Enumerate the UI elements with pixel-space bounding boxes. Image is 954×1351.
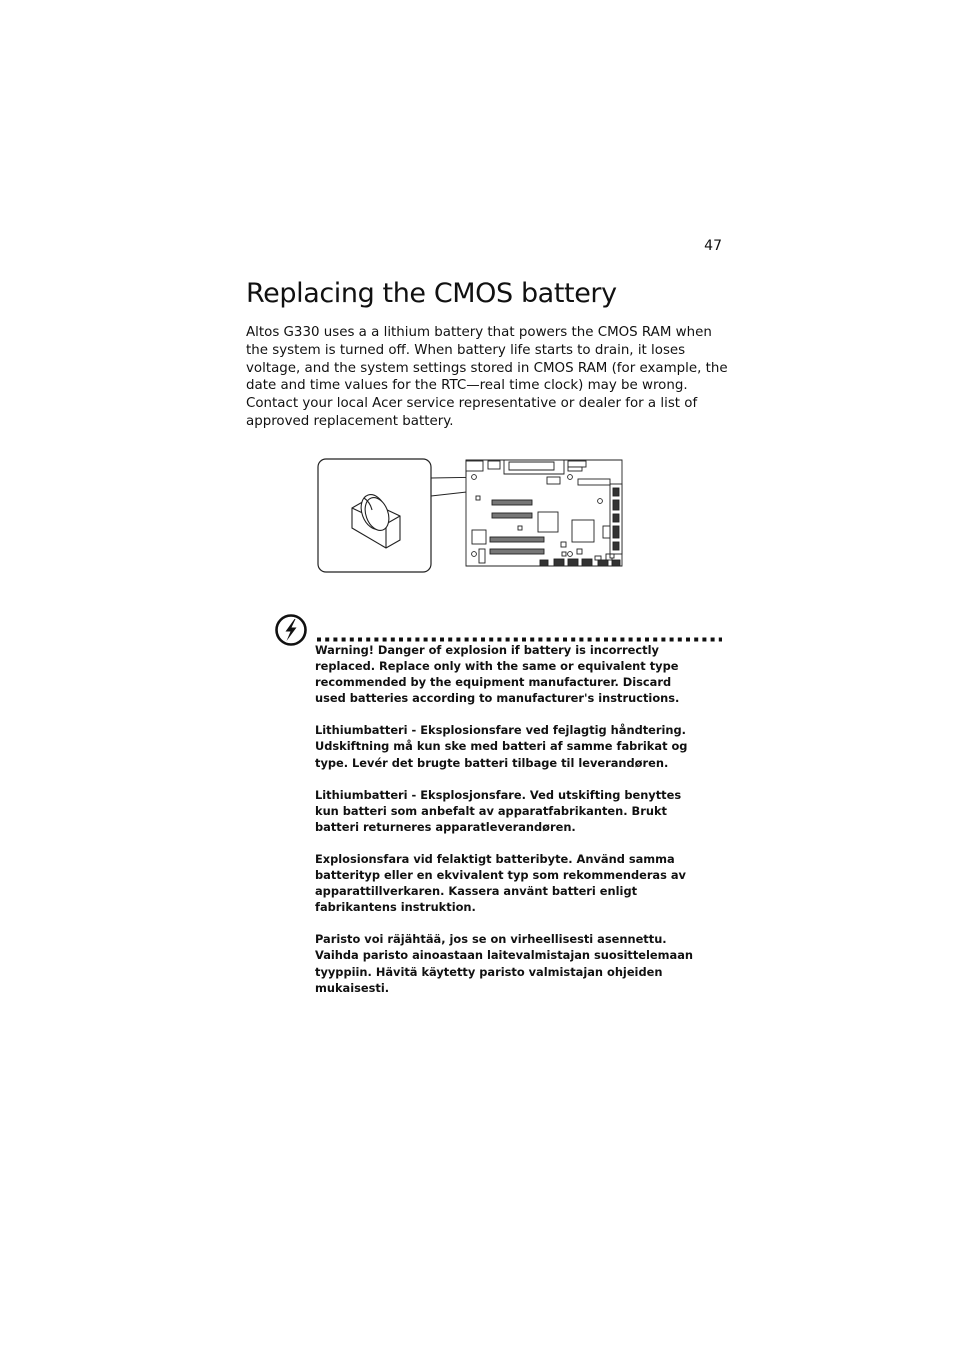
warning-line: apparattillverkaren. Kassera använt batteri enligt xyxy=(315,884,638,899)
intro-line: date and time values for the RTC—real time clock) may be wrong. xyxy=(246,378,688,394)
intro-line: voltage, and the system settings stored in CMOS RAM (for example, the xyxy=(246,360,728,376)
intro-line: the system is turned off. When battery life starts to drain, it loses xyxy=(246,342,686,358)
intro-paragraph xyxy=(246,324,726,431)
motherboard-diagram xyxy=(314,456,626,576)
warning-line: Udskiftning må kun ske med batteri af samme fabrikat og xyxy=(315,739,688,754)
warning-block-finnish xyxy=(315,931,735,995)
warning-line: used batteries according to manufacturer's instructions. xyxy=(315,691,680,706)
warning-line: Explosionsfara vid felaktigt batteribyte. Använd samma xyxy=(315,851,675,866)
warning-section xyxy=(315,642,735,1012)
warning-line: batteri returneres apparatleverandøren. xyxy=(315,819,576,834)
lightning-warning-icon xyxy=(274,613,308,647)
intro-line: Contact your local Acer service representative or dealer for a list of xyxy=(246,396,698,412)
warning-line: fabrikantens instruktion. xyxy=(315,900,476,915)
warning-line: Paristo voi räjähtää, jos se on virheellisesti asennettu. xyxy=(315,932,667,947)
intro-line: approved replacement battery. xyxy=(246,413,454,429)
warning-line: Lithiumbatteri - Eksplosjonsfare. Ved utskifting benyttes xyxy=(315,787,682,802)
warning-line: batterityp eller en ekvivalent typ som rekommenderas av xyxy=(315,868,686,883)
warning-block-swedish xyxy=(315,851,735,915)
page-number: 47 xyxy=(704,238,722,254)
warning-block-english xyxy=(315,642,735,706)
warning-line: Vaihda paristo ainoastaan laitevalmistajan suosittelemaan xyxy=(315,948,693,963)
warning-line: recommended by the equipment manufacturer. Discard xyxy=(315,675,672,690)
warning-line: tyyppiin. Hävitä käytetty paristo valmistajan ohjeiden xyxy=(315,964,663,979)
motherboard xyxy=(466,460,622,566)
warning-line: type. Levér det brugte batteri tilbage til leverandøren. xyxy=(315,755,669,770)
warning-line: mukaisesti. xyxy=(315,980,390,995)
warning-block-norwegian xyxy=(315,787,735,835)
cmos-battery-figure xyxy=(314,456,626,576)
intro-line: Altos G330 uses a a lithium battery that powers the CMOS RAM when xyxy=(246,325,712,340)
page-title: Replacing the CMOS battery xyxy=(246,278,617,309)
warning-block-danish xyxy=(315,722,735,770)
warning-line: replaced. Replace only with the same or equivalent type xyxy=(315,659,679,674)
warning-divider xyxy=(316,627,722,632)
warning-line: Lithiumbatteri - Eksplosionsfare ved fejlagtig håndtering. xyxy=(315,723,687,738)
warning-line: Warning! Danger of explosion if battery is incorrectly xyxy=(315,643,659,657)
warning-line: kun batteri som anbefalt av apparatfabrikanten. Brukt xyxy=(315,803,667,818)
